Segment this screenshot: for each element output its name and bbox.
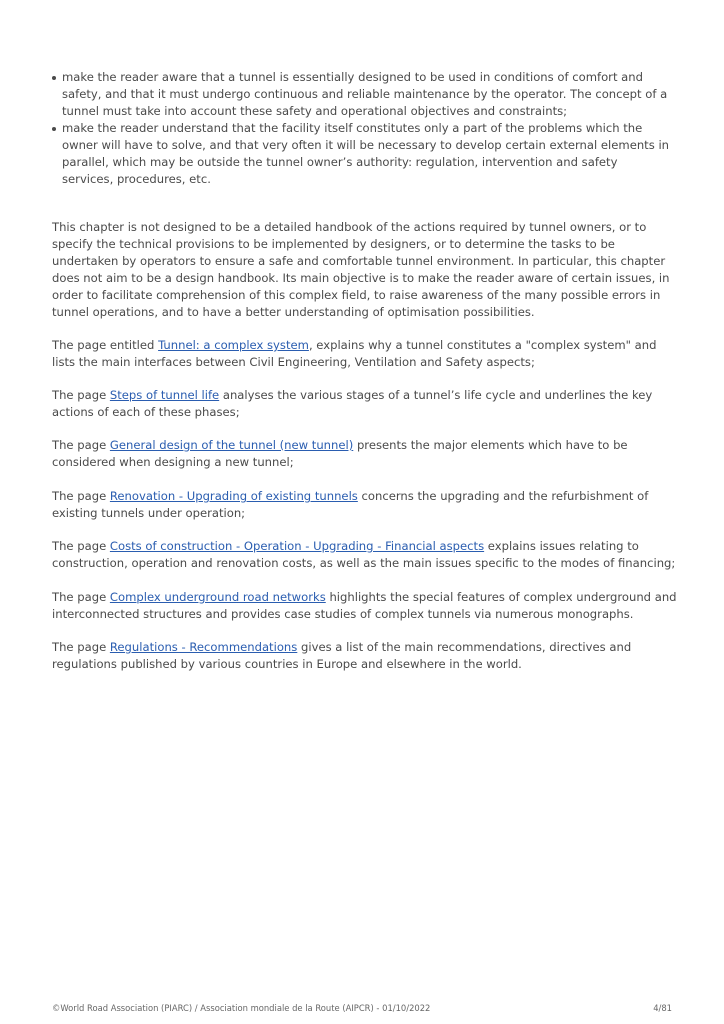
paragraph-prefix: The page (52, 489, 110, 503)
paragraph-prefix: The page (52, 640, 110, 654)
objectives-bullet-list (52, 69, 672, 188)
footer-page-number: 4/81 (653, 1003, 672, 1013)
paragraph-prefix: The page entitled (52, 338, 159, 352)
paragraph-suffix: highlights the special features of complex underground and interconnected structures and provides case studies of complex tunnels via numerous monographs. (52, 590, 677, 621)
page-summary-paragraph (52, 337, 677, 371)
bullet-item: make the reader understand that the facility itself constitutes only a part of the problems which the owner will have to solve, and that very often it will be necessary to develop certain external elements in parallel, which may be outside the tunnel owner’s authority: regulation, intervention and safety services, procedures, etc. (52, 120, 672, 188)
page-summary-paragraph (52, 488, 677, 522)
bullet-item: make the reader aware that a tunnel is essentially designed to be used in conditions of comfort and safety, and that it must undergo continuous and reliable maintenance by the operator. The concept of a tunnel must take into account these safety and operational objectives and constraints; (52, 69, 672, 120)
paragraph-prefix: The page (52, 438, 110, 452)
page-summary-paragraph (52, 639, 677, 673)
link-tunnel-complex-system[interactable]: Tunnel: a complex system (158, 338, 309, 352)
paragraph-suffix: , explains why a tunnel constitutes a "complex system" and lists the main interfaces between Civil Engineering, Ventilation and Safety aspects; (52, 338, 657, 369)
paragraph-suffix: gives a list of the main recommendations, directives and regulations published by various countries in Europe and elsewhere in the world. (52, 640, 632, 671)
paragraph-prefix: The page (52, 388, 110, 402)
paragraph-suffix: explains issues relating to construction, operation and renovation costs, as well as the main issues specific to the modes of financing; (52, 539, 676, 570)
paragraph-suffix: analyses the various stages of a tunnel’s life cycle and underlines the key actions of each of these phases; (52, 388, 653, 419)
page-footer (52, 1003, 672, 1013)
link-costs-of-construction[interactable]: Costs of construction - Operation - Upgrading - Financial aspects (109, 539, 485, 553)
link-steps-of-tunnel-life[interactable]: Steps of tunnel life (109, 388, 220, 402)
link-complex-underground-networks[interactable]: Complex underground road networks (109, 590, 326, 604)
page-summary-paragraph (52, 437, 677, 471)
paragraph-prefix: The page (52, 539, 110, 553)
link-general-design[interactable]: General design of the tunnel (new tunnel) (109, 438, 354, 452)
intro-paragraph: This chapter is not designed to be a detailed handbook of the actions required by tunnel owners, or to specify the technical provisions to be implemented by designers, or to determine the tasks to be undertaken by operators to ensure a safe and comfortable tunnel environment. In particular, this chapter does not aim to be a design handbook. Its main objective is to make the reader aware of certain issues, in order to facilitate comprehension of this complex field, to raise awareness of the many possible errors in tunnel operations, and to have a better understanding of optimisation possibilities. (52, 220, 670, 319)
link-renovation-upgrading[interactable]: Renovation - Upgrading of existing tunnels (109, 489, 358, 503)
paragraph-prefix: The page (52, 590, 110, 604)
paragraph-suffix: concerns the upgrading and the refurbishment of existing tunnels under operation; (52, 489, 649, 520)
page-summary-paragraph (52, 589, 677, 623)
footer-copyright: ©World Road Association (PIARC) / Association mondiale de la Route (AIPCR) - 01/10/2022 (52, 1003, 431, 1013)
paragraph-suffix: presents the major elements which have to be considered when designing a new tunnel; (52, 438, 628, 469)
page-summary-paragraph (52, 387, 677, 421)
page-summary-paragraph (52, 538, 677, 572)
link-regulations-recommendations[interactable]: Regulations - Recommendations (109, 640, 298, 654)
